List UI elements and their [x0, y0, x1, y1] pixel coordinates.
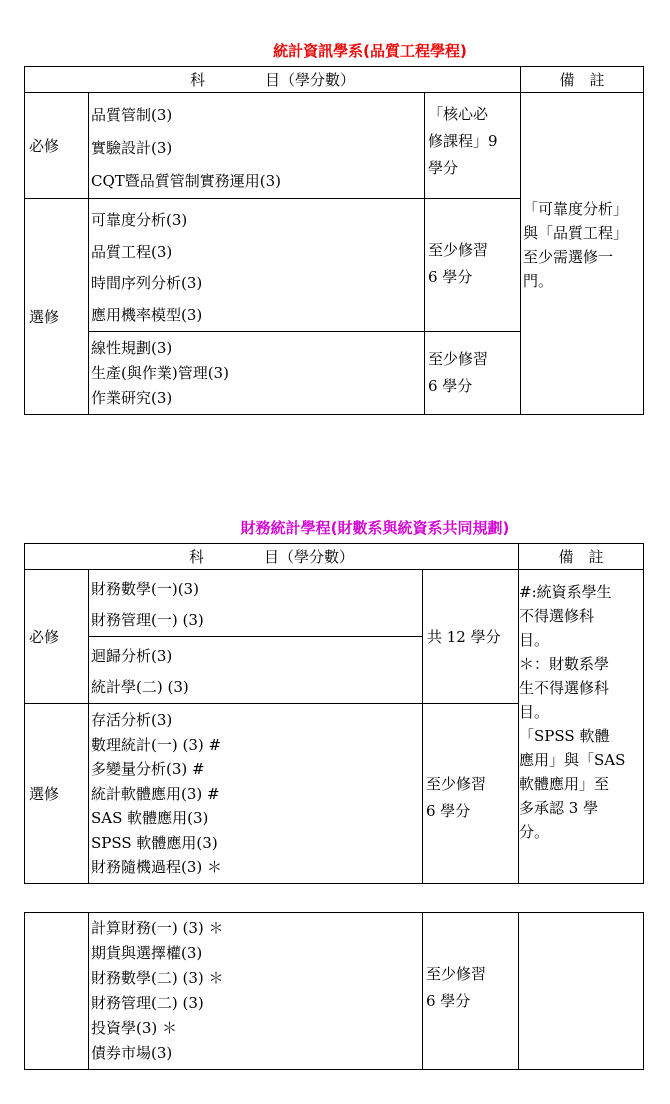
course: SAS 軟體應用(3)	[91, 809, 209, 827]
required-credits: 共 12 學分	[423, 570, 519, 704]
credits-text: 6 學分	[426, 992, 471, 1010]
credits-text: 學分	[428, 159, 459, 177]
program1-note	[521, 93, 644, 415]
program2-table	[24, 543, 644, 884]
note-text: 多承認 3 學	[519, 799, 599, 817]
credits-text: 修課程」9	[428, 132, 498, 150]
credits-text: 6 學分	[426, 801, 471, 820]
course: 財務管理(一) (3)	[91, 611, 204, 629]
course: 實驗設計(3)	[91, 139, 173, 157]
course: 財務數學(二) (3) ＊	[91, 969, 224, 987]
subject-header: 科 目（學分數）	[25, 544, 519, 570]
note-text: 「可靠度分析」	[523, 199, 629, 218]
course: 生產(與作業)管理(3)	[91, 364, 229, 382]
course: 財務隨機過程(3) ＊	[91, 858, 223, 876]
elective-credits	[423, 704, 519, 884]
elective-courses-group1	[89, 199, 425, 332]
program2-note	[519, 570, 644, 884]
course: 統計軟體應用(3) #	[91, 784, 220, 803]
note-text: 目。	[519, 631, 550, 649]
credits-text: 「核心必	[428, 105, 489, 123]
elective-label: 選修	[25, 704, 89, 884]
course: 時間序列分析(3)	[91, 274, 203, 292]
course: 存活分析(3)	[91, 711, 173, 729]
course: 品質工程(3)	[91, 242, 173, 261]
required-label: 必修	[25, 570, 89, 704]
credits-text: 至少修習	[426, 774, 487, 793]
credits-text: 至少修習	[428, 350, 489, 368]
note-text: #:統資系學生	[519, 583, 612, 601]
course: 期貨與選擇權(3)	[91, 944, 203, 962]
note-text: 分。	[519, 823, 550, 841]
program2-title: 財務統計學程(財數系與統資系共同規劃)	[240, 519, 510, 537]
note-text: 軟體應用」至	[519, 775, 610, 793]
credits-text: 6 學分	[428, 268, 473, 286]
note-text: 與「品質工程」	[523, 223, 629, 242]
elective-credits-group1	[425, 199, 521, 332]
note-header: 備 註	[521, 67, 644, 93]
note-text: 目。	[519, 703, 550, 721]
course: 投資學(3) ＊	[91, 1019, 178, 1037]
elective-courses-group2	[89, 332, 425, 415]
course: CQT暨品質管制實務運用(3)	[91, 172, 282, 190]
course: 統計學(二) (3)	[91, 678, 189, 696]
course: 財務數學(一)(3)	[91, 580, 199, 598]
course: 線性規劃(3)	[91, 339, 173, 357]
credits-text: 至少修習	[428, 241, 489, 259]
course: 財務管理(二) (3)	[91, 994, 204, 1012]
program1-title: 統計資訊學系(品質工程學程)	[273, 42, 467, 60]
elective-credits-continued	[423, 913, 519, 1070]
note-text: 「SPSS 軟體	[519, 727, 610, 745]
required-courses-group1	[89, 570, 423, 637]
elective-credits-group2	[425, 332, 521, 415]
required-courses	[89, 93, 425, 199]
required-credits	[425, 93, 521, 199]
course: 作業研究(3)	[91, 389, 173, 407]
course: 計算財務(一) (3) ＊	[91, 919, 224, 937]
elective-courses-continued	[89, 913, 423, 1070]
note-text: 至少需選修一	[523, 247, 614, 266]
note-text: 應用」與「SAS	[519, 751, 626, 769]
required-label: 必修	[25, 93, 89, 199]
empty-label-cell	[25, 913, 89, 1070]
elective-label: 選修	[25, 199, 89, 415]
elective-courses	[89, 704, 423, 884]
note-text: ＊：財數系學	[519, 655, 610, 673]
required-courses-group2	[89, 637, 423, 704]
course: 應用機率模型(3)	[91, 305, 203, 324]
course: 數理統計(一) (3) #	[91, 735, 222, 754]
program1-table	[24, 66, 644, 415]
course: 多變量分析(3) #	[91, 760, 205, 778]
note-text: 生不得選修科	[519, 679, 610, 697]
course: SPSS 軟體應用(3)	[91, 833, 218, 852]
subject-header: 科 目（學分數）	[25, 67, 521, 93]
note-text: 門。	[523, 271, 554, 290]
credits-text: 6 學分	[428, 377, 473, 395]
empty-note-cell	[519, 913, 644, 1070]
note-header: 備 註	[519, 544, 644, 570]
course: 債券市場(3)	[91, 1044, 173, 1062]
course: 品質管制(3)	[91, 106, 173, 124]
program2-elective-continued-table	[24, 912, 644, 1070]
credits-text: 至少修習	[426, 965, 487, 983]
course: 可靠度分析(3)	[91, 211, 188, 229]
note-text: 不得選修科	[519, 607, 595, 625]
course: 迴歸分析(3)	[91, 647, 173, 665]
